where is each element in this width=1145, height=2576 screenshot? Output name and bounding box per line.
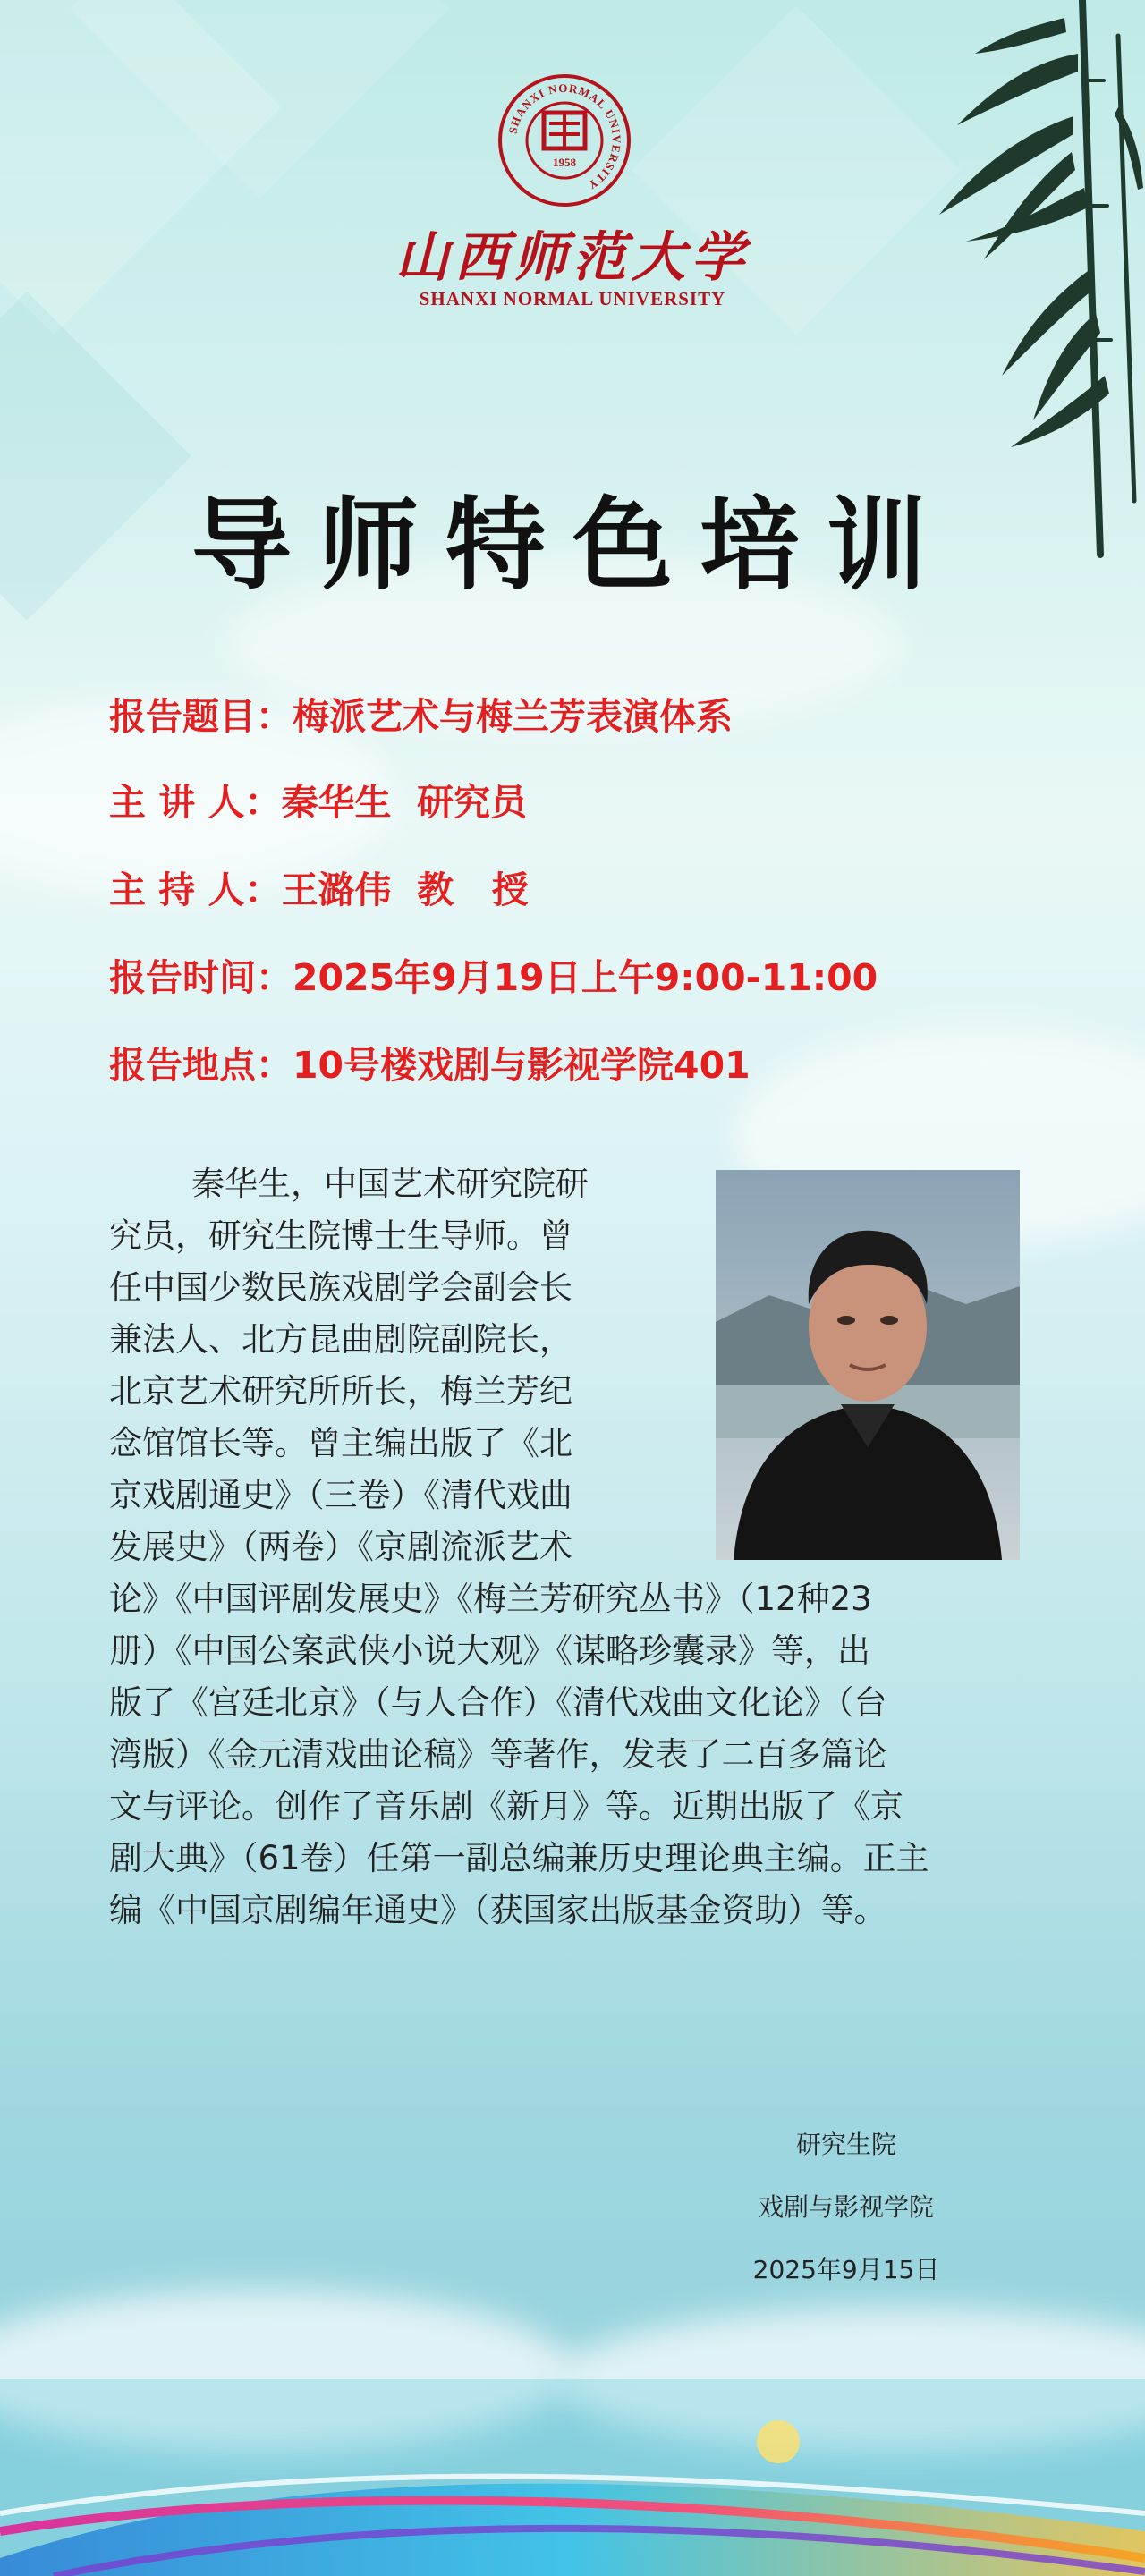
footer-org-drama-college: 戏剧与影视学院 [758,2192,934,2222]
bio-line: 册）《中国公案武侠小说大观》《谋略珍囊录》等，出 [109,1631,870,1670]
info-label: 报告地点： [109,1044,293,1087]
university-name-english: SHANXI NORMAL UNIVERSITY [419,288,726,309]
poster-title: 导师特色培训 [191,487,954,604]
info-label: 报告时间： [109,956,293,999]
info-row-host [109,860,529,913]
bio-line: 念馆馆长等。曾主编出版了《北 [109,1424,572,1462]
bio-line: 北京艺术研究所所长，梅兰芳纪 [109,1372,572,1411]
bio-line: 版了《宫廷北京》（与人合作）《清代戏曲文化论》（台 [109,1683,887,1722]
bio-line: 剧大典》（61卷）任第一副总编兼历史理论典主编。正主 [109,1839,929,1877]
speaker-biography [109,1158,1039,1936]
info-value: 秦华生 研究员 [281,781,528,824]
logo-year: 1958 [553,156,576,169]
info-row-time [109,948,878,1001]
info-value: 10号楼戏剧与影视学院401 [293,1044,751,1087]
bio-line: 京戏剧通史》（三卷）《清代戏曲 [109,1476,572,1514]
info-label: 主 持 人： [109,869,282,911]
info-row-speaker [109,773,527,826]
info-label: 报告题目： [109,695,293,738]
bio-line: 文与评论。创作了音乐剧《新月》等。近期出版了《京 [109,1787,903,1826]
bio-line: 任中国少数民族戏剧学会副会长 [109,1268,572,1307]
info-value: 2025年9月19日上午9:00-11:00 [293,956,878,999]
bio-line: 编《中国京剧编年通史》（获国家出版基金资助）等。 [109,1891,887,1929]
university-logo [497,73,632,208]
bio-line: 秦华生，中国艺术研究院研 [191,1165,589,1203]
bio-line: 论》《中国评剧发展史》《梅兰芳研究丛书》（12种23 [109,1580,872,1618]
logo-ring-text: SHANXI NORMAL UNIVERSITY [505,80,624,193]
info-value: 梅派艺术与梅兰芳表演体系 [293,695,733,738]
university-name-chinese: 山西师范大学 [395,226,750,289]
bottom-swoosh [0,2379,1145,2576]
footer-date: 2025年9月15日 [752,2255,940,2284]
info-label: 主 讲 人： [109,781,282,824]
footer-org-graduate-school: 研究生院 [795,2130,896,2159]
info-row-topic [109,687,733,740]
bio-line: 兼法人、北方昆曲剧院副院长， [109,1320,572,1359]
bio-line: 究员，研究生院博士生导师。曾 [109,1216,572,1255]
bio-line: 发展史》（两卷）《京剧流派艺术 [109,1528,572,1566]
bio-line: 湾版）《金元清戏曲论稿》等著作，发表了二百多篇论 [109,1735,887,1774]
info-row-location [109,1036,751,1089]
info-value: 王潞伟 教 授 [281,869,529,911]
